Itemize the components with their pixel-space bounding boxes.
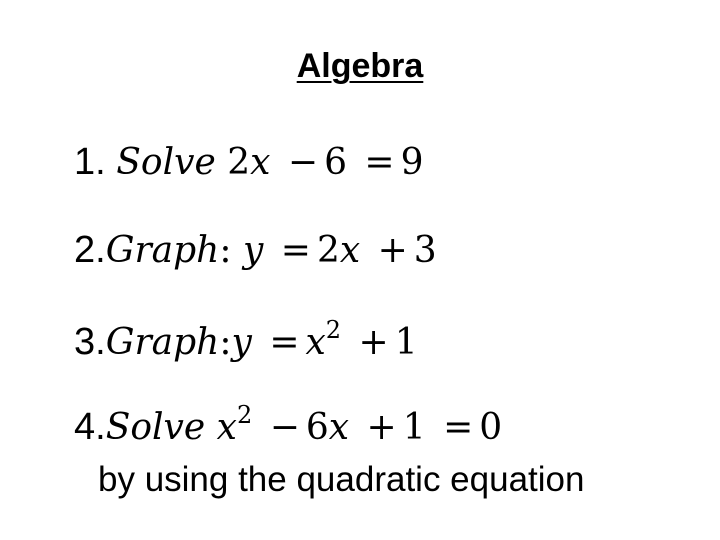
math-term: 2 xyxy=(227,142,251,183)
problem-verb: Graph xyxy=(105,230,220,271)
math-variable: y xyxy=(242,230,264,271)
math-term: 0 xyxy=(479,407,503,448)
math-exponent: 2 xyxy=(236,401,253,429)
math-term: 3 xyxy=(413,230,437,271)
problem-number: 1. xyxy=(74,141,106,183)
math-operator: = xyxy=(280,230,311,271)
math-variable: x xyxy=(328,407,350,448)
problem-equation xyxy=(105,316,418,363)
math-variable: x xyxy=(216,407,237,448)
math-operator: + xyxy=(358,322,389,363)
math-variable: x xyxy=(250,142,271,183)
problem-equation xyxy=(106,230,437,271)
math-term: 1 xyxy=(394,322,418,363)
problem-number: 3. xyxy=(74,321,106,363)
math-operator: = xyxy=(443,407,474,448)
math-variable: x xyxy=(339,230,361,271)
problem-equation xyxy=(116,142,423,183)
math-term: 6 xyxy=(324,142,347,183)
problem-verb: Solve xyxy=(105,407,206,448)
math-term: 2 xyxy=(316,230,340,271)
math-operator: + xyxy=(366,407,397,448)
math-operator: − xyxy=(269,407,300,448)
math-term: 9 xyxy=(400,142,424,183)
math-colon: : xyxy=(219,322,232,363)
math-operator: = xyxy=(364,142,395,183)
math-operator: − xyxy=(287,142,319,183)
problem-number: 4. xyxy=(74,406,106,448)
problem-3 xyxy=(74,316,418,365)
problem-4-note: by using the quadratic equation xyxy=(98,460,585,499)
problem-1 xyxy=(74,140,424,185)
math-variable: x xyxy=(305,322,326,363)
math-exponent: 2 xyxy=(325,316,342,344)
problem-number: 2. xyxy=(74,229,106,271)
problem-2 xyxy=(74,228,437,273)
problem-equation xyxy=(105,401,503,448)
problem-verb: Solve xyxy=(116,142,216,183)
problem-4 xyxy=(74,401,503,450)
title-text: Algebra xyxy=(296,47,424,85)
math-term: 1 xyxy=(402,407,426,448)
math-operator: + xyxy=(377,230,408,271)
slide-title xyxy=(0,46,720,86)
problem-verb: Graph xyxy=(105,322,220,363)
math-variable: y xyxy=(231,322,252,363)
math-term: 6 xyxy=(305,407,329,448)
math-operator: = xyxy=(269,322,300,363)
math-colon: : xyxy=(219,230,232,271)
